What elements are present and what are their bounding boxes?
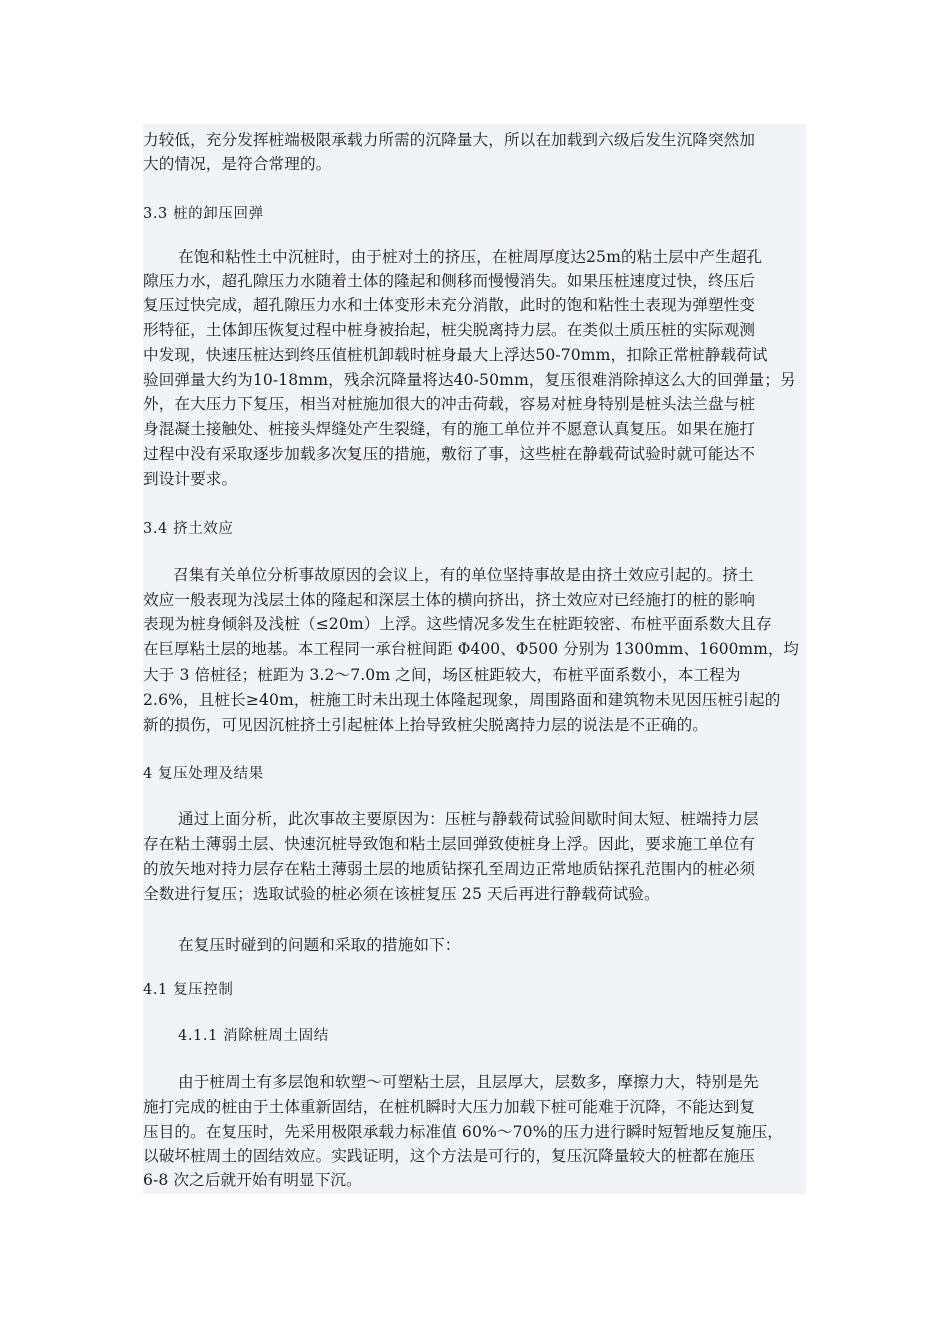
text-line: 隙压力水，超孔隙压力水随着土体的隆起和侧移而慢慢消失。如果压桩速度过快，终压后	[143, 272, 756, 290]
text-line: 复压过快完成，超孔隙压力水和土体变形未充分消散，此时的饱和粘性土表现为弹塑性变	[143, 296, 756, 314]
text-line: 在饱和粘性土中沉桩时，由于桩对土的挤压，在桩周厚度达25m的粘土层中产生超孔	[178, 248, 763, 266]
text-line: 存在粘土薄弱土层、快速沉桩导致饱和粘土层回弹致使桩身上浮。因此，要求施工单位有	[143, 835, 756, 853]
text-line: 召集有关单位分析事故原因的会议上，有的单位坚持事故是由挤土效应引起的。挤土	[173, 566, 754, 584]
section-heading: 4.1 复压控制	[143, 982, 234, 998]
text-line: 压目的。在复压时，先采用极限承载力标准值 60%～70%的压力进行瞬时短暂地反复施压，	[143, 1123, 783, 1141]
text-line: 外，在大压力下复压，相当对桩施加很大的冲击荷载，容易对桩身特别是桩头法兰盘与桩	[143, 395, 756, 413]
text-line: 通过上面分析，此次事故主要原因为：压桩与静载荷试验间歇时间太短、桩端持力层	[178, 810, 759, 828]
text-line: 在复压时碰到的问题和采取的措施如下：	[178, 936, 461, 954]
text-line: 表现为桩身倾斜及浅桩（≤20m）上浮。这些情况多发生在桩距较密、布桩平面系数大且存	[143, 615, 772, 633]
text-line: 力较低，充分发挥桩端极限承载力所需的沉降量大，所以在加载到六级后发生沉降突然加	[143, 131, 756, 149]
text-line: 身混凝土接触处、桩接头焊缝处产生裂缝，有的施工单位并不愿意认真复压。如果在施打	[143, 420, 756, 438]
text-line: 验回弹量大约为10-18mm，残余沉降量将达40-50mm，复压很难消除掉这么大的回弹量；另	[143, 371, 796, 389]
text-line: 大的情况，是符合常理的。	[143, 155, 332, 173]
text-line: 以破坏桩周土的固结效应。实践证明，这个方法是可行的，复压沉降量较大的桩都在施压	[143, 1147, 756, 1165]
text-line: 全数进行复压；选取试验的桩必须在该桩复压 25 天后再进行静载荷试验。	[143, 885, 660, 903]
text-line: 由于桩周土有多层饱和软塑～可塑粘土层，且层厚大，层数多，摩擦力大，特别是先	[178, 1073, 759, 1091]
text-line: 施打完成的桩由于土体重新固结，在桩机瞬时大压力加载下桩可能难于沉降，不能达到复	[143, 1098, 756, 1116]
text-line: 过程中没有采取逐步加载多次复压的措施，敷衍了事，这些桩在静载荷试验时就可能达不	[143, 445, 756, 463]
text-line: 大于 3 倍桩径；桩距为 3.2～7.0m 之间，场区桩距较大，布桩平面系数小，本工程为	[143, 666, 741, 684]
document-text-block	[143, 124, 806, 1194]
text-line: 在巨厚粘土层的地基。本工程同一承台桩间距 Φ400、Φ500 分别为 1300mm、1600mm，均	[143, 640, 799, 658]
text-line: 2.6%，且桩长≥40m，桩施工时未出现土体隆起现象，周围路面和建筑物未见因压桩引起的	[143, 691, 781, 709]
text-line: 新的损伤，可见因沉桩挤土引起桩体上抬导致桩尖脱离持力层的说法是不正确的。	[143, 716, 708, 734]
section-heading: 4 复压处理及结果	[143, 766, 264, 782]
section-heading: 3.3 桩的卸压回弹	[143, 206, 264, 222]
text-line: 中发现，快速压桩达到终压值桩机卸载时桩身最大上浮达50-70mm，扣除正常桩静载荷试	[143, 346, 768, 364]
text-line: 效应一般表现为浅层土体的隆起和深层土体的横向挤出，挤土效应对已经施打的桩的影响	[143, 591, 756, 609]
text-line: 形特征，土体卸压恢复过程中桩身被抬起，桩尖脱离持力层。在类似土质压桩的实际观测	[143, 321, 756, 339]
text-line: 的放矢地对持力层存在粘土薄弱土层的地质钻探孔至周边正常地质钻探孔范围内的桩必须	[143, 860, 756, 878]
subsection-heading: 4.1.1 消除桩周土固结	[178, 1028, 329, 1044]
text-line: 6-8 次之后就开始有明显下沉。	[143, 1171, 362, 1189]
text-line: 到设计要求。	[143, 470, 238, 488]
section-heading: 3.4 挤土效应	[143, 521, 234, 537]
